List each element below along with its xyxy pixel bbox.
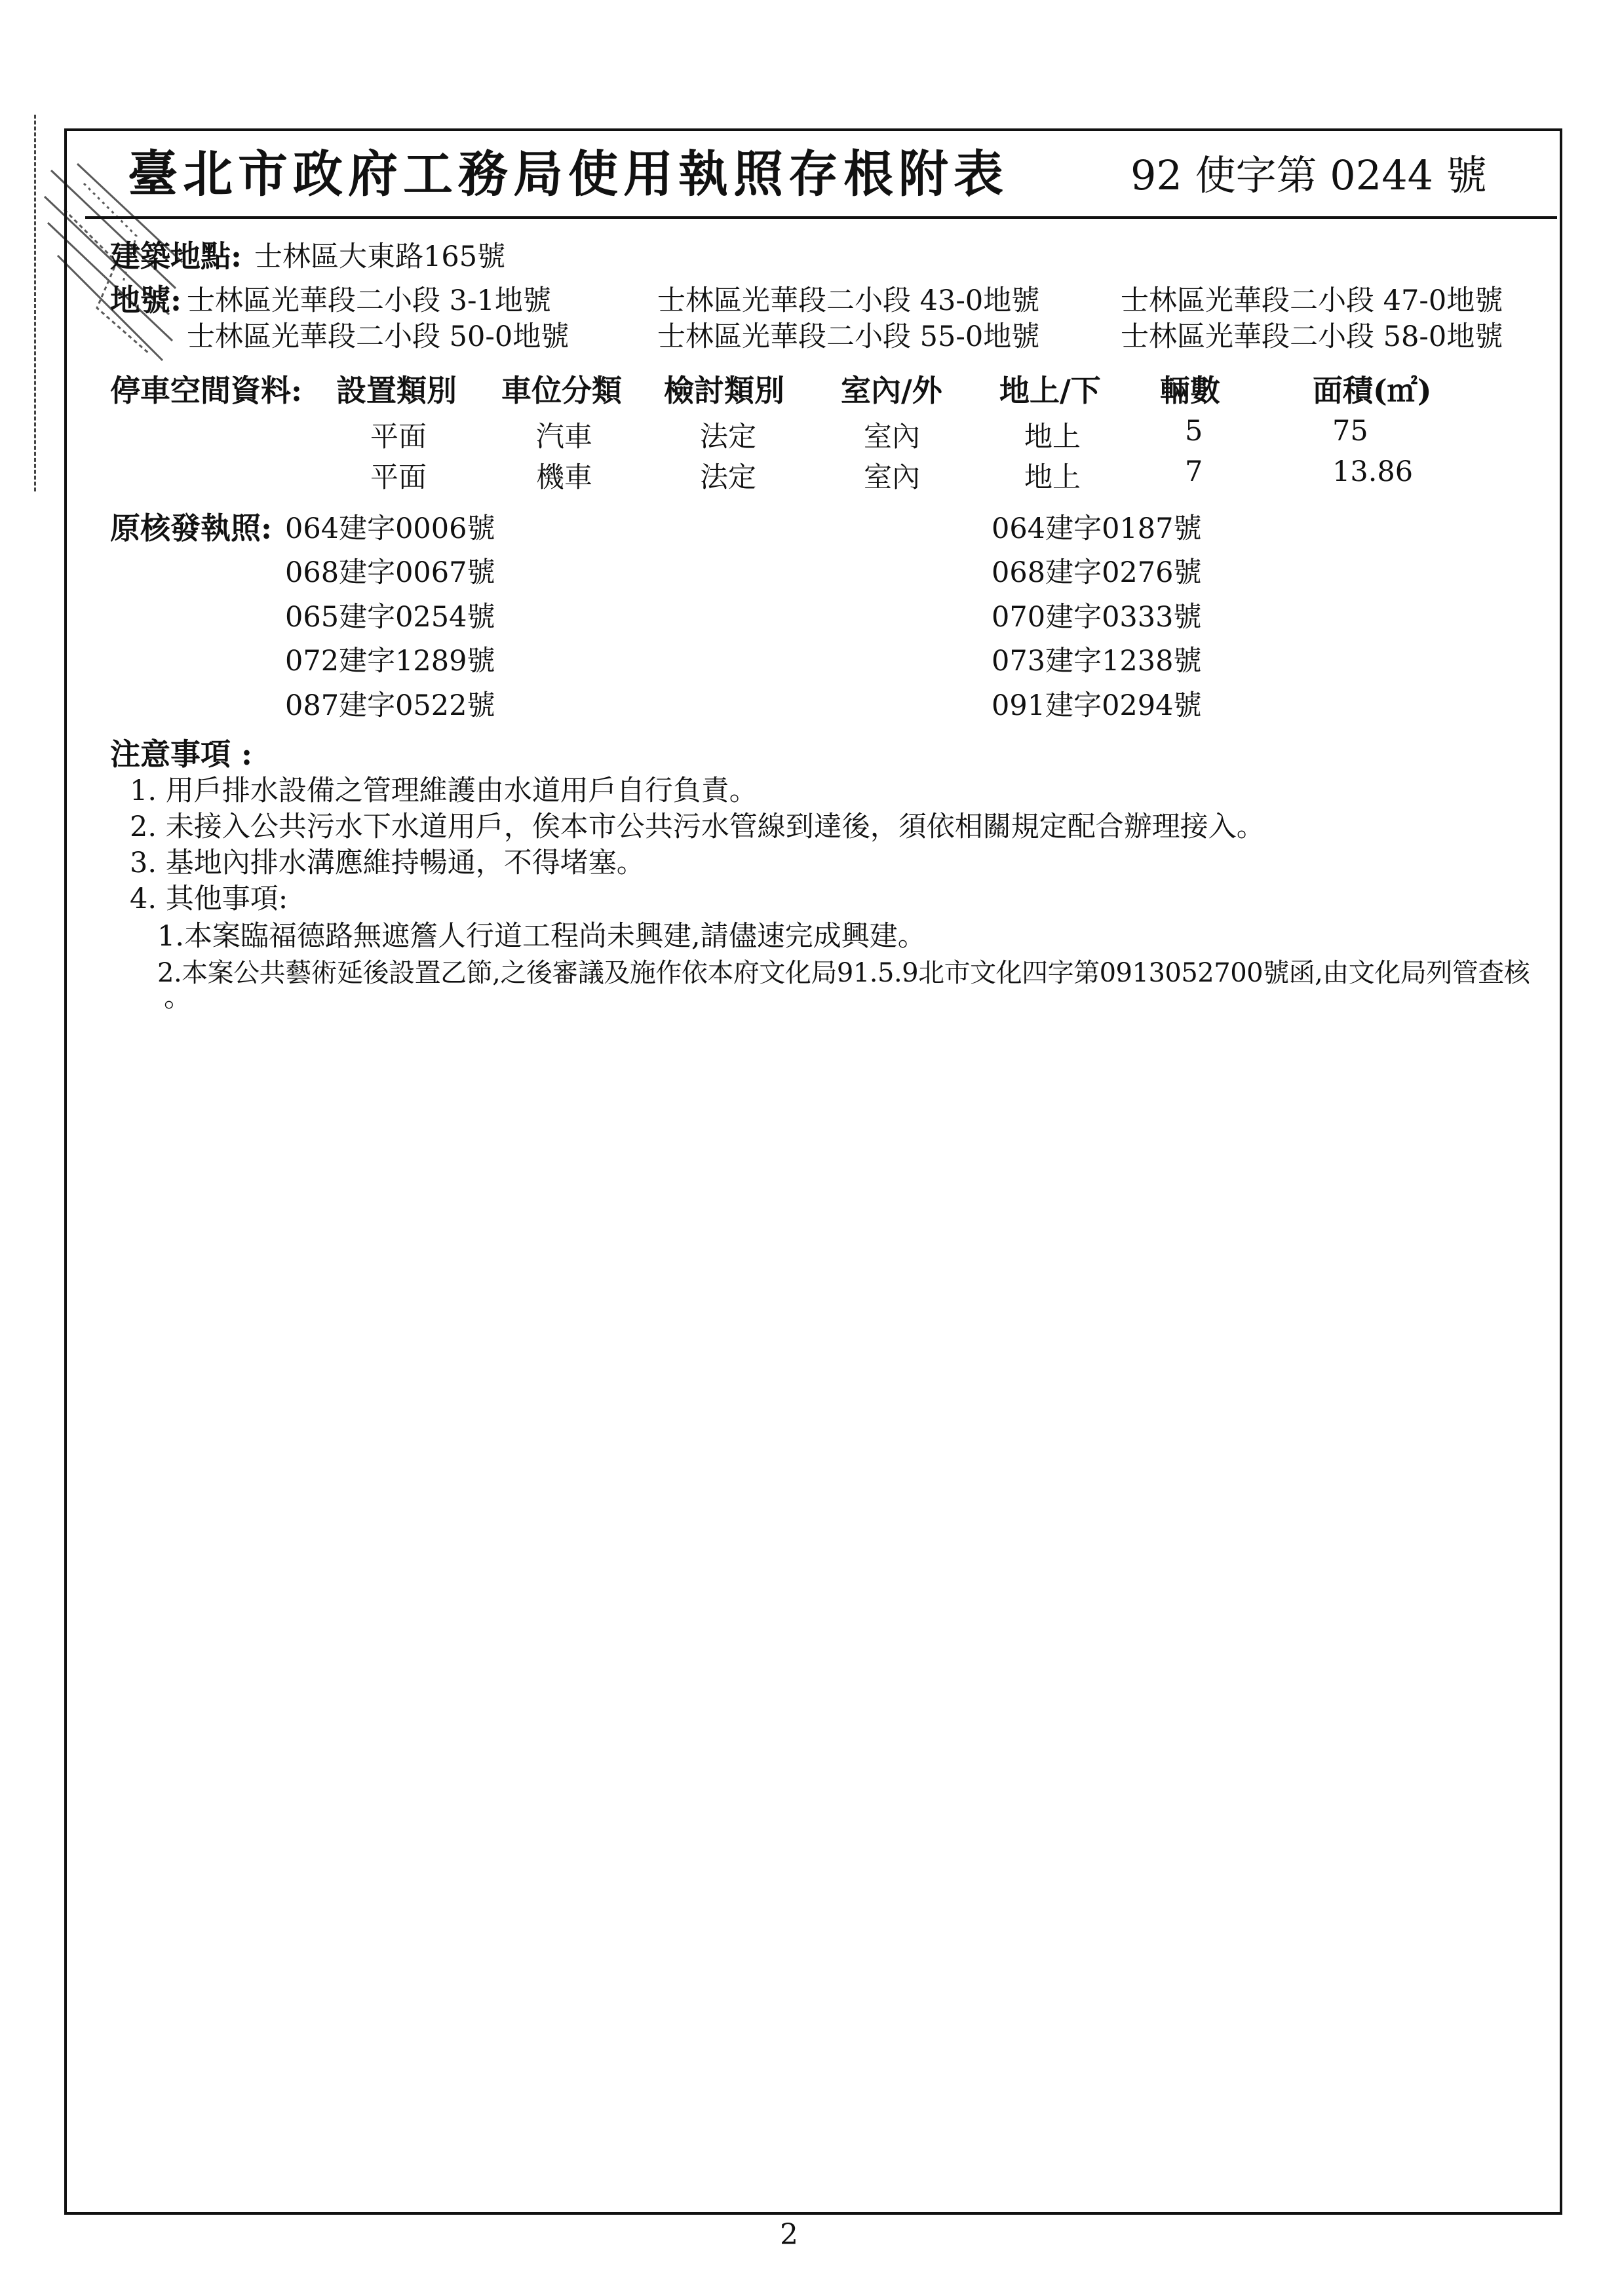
original-permit-item: 091建字0294號	[992, 689, 1202, 722]
original-permit-item: 072建字1289號	[285, 645, 495, 678]
lot-item: 士林區光華段二小段 3-1地號	[187, 284, 551, 317]
original-permit-item: 073建字1238號	[992, 645, 1202, 678]
parking-header: 面積(㎡)	[1313, 373, 1432, 408]
parking-header: 地上/下	[999, 373, 1101, 408]
parking-cell: 法定	[700, 461, 756, 494]
page-number: 2	[780, 2218, 798, 2251]
lot-item: 士林區光華段二小段 58-0地號	[1121, 320, 1503, 353]
original-permit-item: 064建字0187號	[992, 512, 1202, 545]
parking-header: 車位分類	[501, 373, 622, 408]
lot-item: 士林區光華段二小段 47-0地號	[1121, 284, 1503, 317]
parking-cell: 平面	[370, 461, 427, 494]
parking-header: 設置類別	[336, 373, 457, 408]
note-sub-item: 。	[164, 981, 192, 1014]
note-sub-item: 1.本案臨福德路無遮簷人行道工程尚未興建,請儘速完成興建。	[157, 920, 926, 953]
parking-cell: 地上	[1024, 461, 1081, 494]
note-item: 4. 其他事項:	[130, 883, 288, 915]
parking-cell: 13.86	[1332, 455, 1414, 488]
parking-cell: 平面	[370, 421, 427, 453]
note-item: 2. 未接入公共污水下水道用戶，俟本市公共污水管線到達後，須依相關規定配合辦理接入。	[130, 811, 1265, 843]
original-permit-item: 064建字0006號	[285, 512, 495, 545]
original-permit-item: 068建字0276號	[992, 556, 1202, 589]
lot-item: 士林區光華段二小段 50-0地號	[187, 320, 569, 353]
title-divider	[85, 216, 1557, 219]
original-permit-item: 087建字0522號	[285, 689, 495, 722]
permit-number: 92 使字第 0244 號	[1130, 151, 1487, 199]
parking-cell: 7	[1185, 455, 1203, 488]
parking-cell: 地上	[1024, 421, 1081, 453]
location-label: 建築地點:	[110, 239, 242, 274]
document-title: 臺北市政府工務局使用執照存根附表	[128, 145, 1009, 203]
parking-cell: 法定	[700, 421, 756, 453]
notes-label: 注意事項 :	[110, 737, 252, 772]
parking-header: 檢討類別	[664, 373, 784, 408]
parking-cell: 室內	[864, 421, 920, 453]
parking-header: 室內/外	[841, 373, 942, 408]
location-value: 士林區大東路165號	[254, 240, 506, 273]
parking-cell: 5	[1185, 415, 1203, 448]
parking-cell: 室內	[864, 461, 920, 494]
parking-cell: 機車	[536, 461, 592, 494]
note-sub-item: 2.本案公共藝術延後設置乙節,之後審議及施作依本府文化局91.5.9北市文化四字第0913052700號函,由文化局列管查核	[157, 958, 1530, 988]
parking-cell: 汽車	[536, 421, 592, 453]
original-permit-item: 070建字0333號	[992, 601, 1202, 634]
original-permits-label: 原核發執照:	[110, 510, 272, 546]
lot-item: 士林區光華段二小段 55-0地號	[657, 320, 1040, 353]
lot-label: 地號:	[110, 282, 182, 318]
lot-item: 士林區光華段二小段 43-0地號	[657, 284, 1040, 317]
binding-margin-line	[34, 115, 36, 491]
parking-label: 停車空間資料:	[110, 373, 302, 408]
parking-cell: 75	[1332, 415, 1368, 448]
original-permit-item: 065建字0254號	[285, 601, 495, 634]
note-item: 1. 用戶排水設備之管理維護由水道用戶自行負責。	[130, 775, 758, 807]
note-item: 3. 基地內排水溝應維持暢通，不得堵塞。	[130, 847, 645, 879]
parking-header: 輛數	[1160, 373, 1220, 408]
original-permit-item: 068建字0067號	[285, 556, 495, 589]
